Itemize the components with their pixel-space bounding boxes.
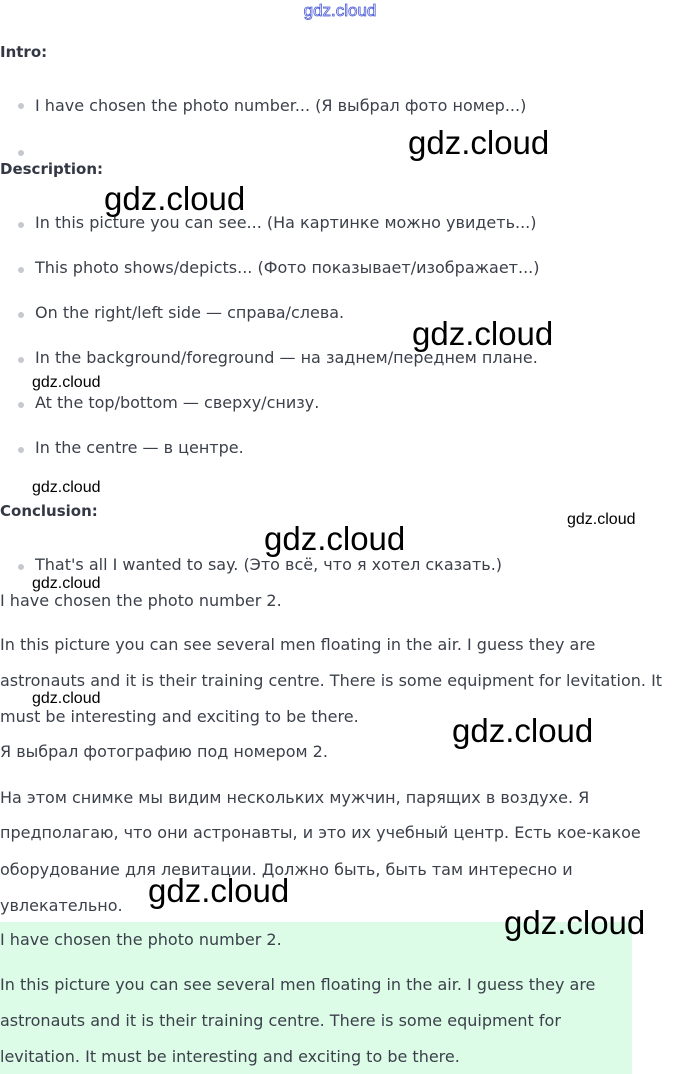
bullet-icon <box>18 564 24 570</box>
answer-ru-line: Я выбрал фотографию под номером 2. <box>0 742 328 761</box>
bullet-icon <box>18 150 24 156</box>
answer-en-line: astronauts and it is their training centre. There is some equipment for levitation. It <box>0 671 663 690</box>
answer-highlight-line: levitation. It must be interesting and exciting to be there. <box>0 1047 460 1066</box>
bullet-icon <box>18 402 24 408</box>
answer-en-line: must be interesting and exciting to be there. <box>0 707 359 726</box>
watermark: gdz.cloud <box>452 712 594 749</box>
answer-highlight-line: astronauts and it is their training centre. There is some equipment for <box>0 1011 561 1030</box>
description-item: In this picture you can see... (На картинке можно увидеть...) <box>35 213 537 232</box>
answer-ru-line: предполагаю, что они астронавты, и это их учебный центр. Есть кое-какое <box>0 823 641 842</box>
watermark: gdz.cloud <box>567 511 636 528</box>
watermark: gdz.cloud <box>412 315 554 352</box>
watermark: gdz.cloud <box>104 180 246 217</box>
watermark: gdz.cloud <box>32 374 101 391</box>
bullet-icon <box>18 312 24 318</box>
intro-heading: Intro: <box>0 43 48 61</box>
description-item: At the top/bottom — сверху/снизу. <box>35 393 320 412</box>
description-item: This photo shows/depicts... (Фото показывает/изображает...) <box>35 258 540 277</box>
conclusion-item: That's all I wanted to say. (Это всё, что я хотел сказать.) <box>35 555 503 574</box>
bullet-icon <box>18 222 24 228</box>
bullet-icon <box>18 103 24 109</box>
description-heading: Description: <box>0 160 104 178</box>
conclusion-heading: Conclusion: <box>0 502 98 520</box>
bullet-icon <box>18 447 24 453</box>
answer-highlight-line: I have chosen the photo number 2. <box>0 930 282 949</box>
watermark: gdz.cloud <box>148 872 290 909</box>
answer-highlight-line: In this picture you can see several men floating in the air. I guess they are <box>0 975 596 994</box>
watermark: gdz.cloud <box>264 520 406 557</box>
watermark: gdz.cloud <box>32 479 101 496</box>
watermark: gdz.cloud <box>504 904 646 941</box>
watermark: gdz.cloud <box>408 124 550 161</box>
bullet-icon <box>18 267 24 273</box>
answer-en-line: In this picture you can see several men floating in the air. I guess they are <box>0 635 596 654</box>
watermark: gdz.cloud <box>32 690 101 707</box>
answer-en-line: I have chosen the photo number 2. <box>0 591 282 610</box>
intro-item: I have chosen the photo number... (Я выбрал фото номер...) <box>35 96 527 115</box>
description-item: On the right/left side — справа/слева. <box>35 303 345 322</box>
description-item: In the centre — в центре. <box>35 438 244 457</box>
bullet-icon <box>18 357 24 363</box>
site-logo[interactable]: gdz.cloud <box>303 1 377 20</box>
answer-ru-line: увлекательно. <box>0 896 123 915</box>
watermark: gdz.cloud <box>32 575 101 592</box>
answer-ru-line: На этом снимке мы видим нескольких мужчин, парящих в воздухе. Я <box>0 788 590 807</box>
answer-ru-line: оборудование для левитации. Должно быть, быть там интересно и <box>0 860 573 879</box>
description-item: In the background/foreground — на заднем/переднем плане. <box>35 348 538 367</box>
